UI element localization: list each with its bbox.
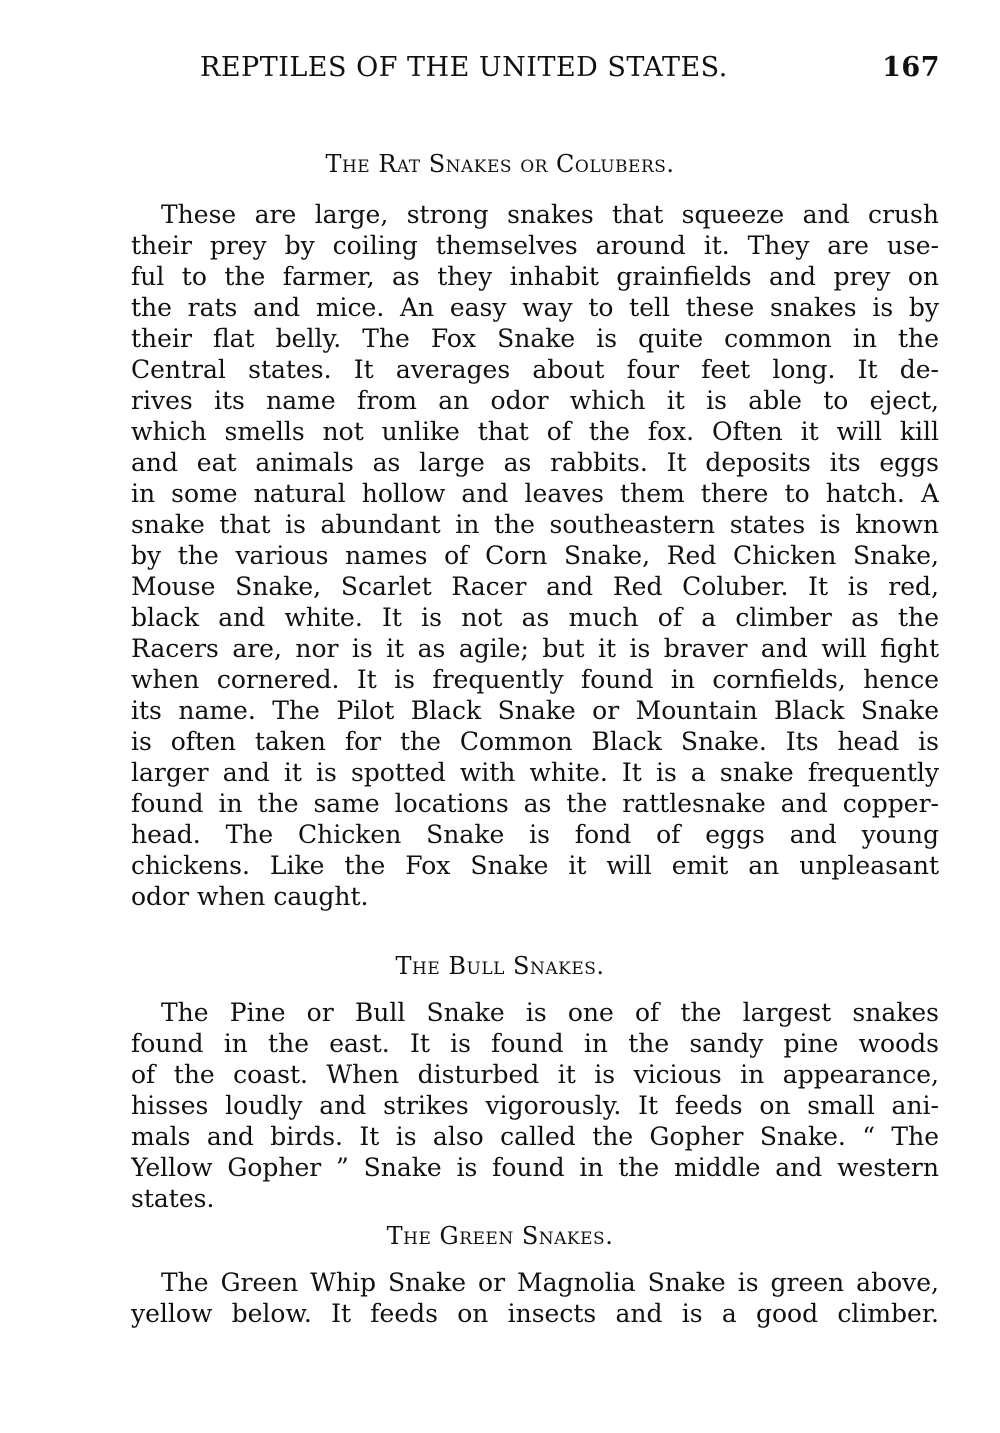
text-line: is often taken for the Common Black Snake. Its head is: [131, 727, 939, 756]
text-line: odor when caught.: [131, 882, 369, 911]
text-line: its name. The Pilot Black Snake or Mountain Black Snake: [131, 696, 939, 725]
text-line: of the coast. When disturbed it is vicious in appearance,: [131, 1060, 939, 1089]
text-line: snake that is abundant in the southeastern states is known: [131, 510, 939, 539]
text-line: larger and it is spotted with white. It is a snake frequently: [131, 758, 939, 787]
section-heading-rat-snakes: The Rat Snakes or Colubers.: [325, 150, 675, 178]
text-line: states.: [131, 1184, 215, 1213]
section-heading-bull-snakes: The Bull Snakes.: [395, 952, 605, 980]
text-line: The Pine or Bull Snake is one of the largest snakes: [161, 998, 939, 1027]
text-line: and eat animals as large as rabbits. It deposits its eggs: [131, 448, 939, 477]
text-line: Racers are, nor is it as agile; but it is braver and will fight: [131, 634, 939, 663]
paragraph-rat-snakes: [131, 199, 939, 912]
text-line: Central states. It averages about four feet long. It de-: [131, 355, 939, 384]
text-line: These are large, strong snakes that squeeze and crush: [161, 200, 939, 229]
running-head: [200, 52, 940, 92]
text-line: Mouse Snake, Scarlet Racer and Red Coluber. It is red,: [131, 572, 939, 601]
text-line: Yellow Gopher ” Snake is found in the middle and western: [131, 1153, 939, 1182]
text-line: chickens. Like the Fox Snake it will emit an unpleasant: [131, 851, 939, 880]
text-line: the rats and mice. An easy way to tell these snakes is by: [131, 293, 939, 322]
text-line: head. The Chicken Snake is fond of eggs and young: [131, 820, 939, 849]
paragraph-green-snakes: [131, 1267, 939, 1329]
text-line: mals and birds. It is also called the Gopher Snake. “ The: [131, 1122, 939, 1151]
running-head-title: REPTILES OF THE UNITED STATES.: [200, 52, 728, 83]
text-line: their prey by coiling themselves around it. They are use-: [131, 231, 939, 260]
text-line: rives its name from an odor which it is able to eject,: [131, 386, 939, 415]
text-line: which smells not unlike that of the fox. Often it will kill: [131, 417, 939, 446]
text-line: in some natural hollow and leaves them there to hatch. A: [131, 479, 939, 508]
text-line: ful to the farmer, as they inhabit grainfields and prey on: [131, 262, 939, 291]
section-heading-green-snakes: The Green Snakes.: [386, 1222, 614, 1250]
text-line: found in the same locations as the rattlesnake and copper-: [131, 789, 939, 818]
paragraph-bull-snakes: [131, 997, 939, 1214]
text-line: hisses loudly and strikes vigorously. It feeds on small ani-: [131, 1091, 939, 1120]
text-line: their flat belly. The Fox Snake is quite common in the: [131, 324, 939, 353]
text-line: by the various names of Corn Snake, Red Chicken Snake,: [131, 541, 939, 570]
text-line: yellow below. It feeds on insects and is a good climber.: [131, 1299, 939, 1328]
text-line: when cornered. It is frequently found in cornfields, hence: [131, 665, 939, 694]
text-line: The Green Whip Snake or Magnolia Snake is green above,: [161, 1268, 939, 1297]
page-number: 167: [882, 52, 940, 83]
text-line: found in the east. It is found in the sandy pine woods: [131, 1029, 939, 1058]
text-line: black and white. It is not as much of a climber as the: [131, 603, 939, 632]
